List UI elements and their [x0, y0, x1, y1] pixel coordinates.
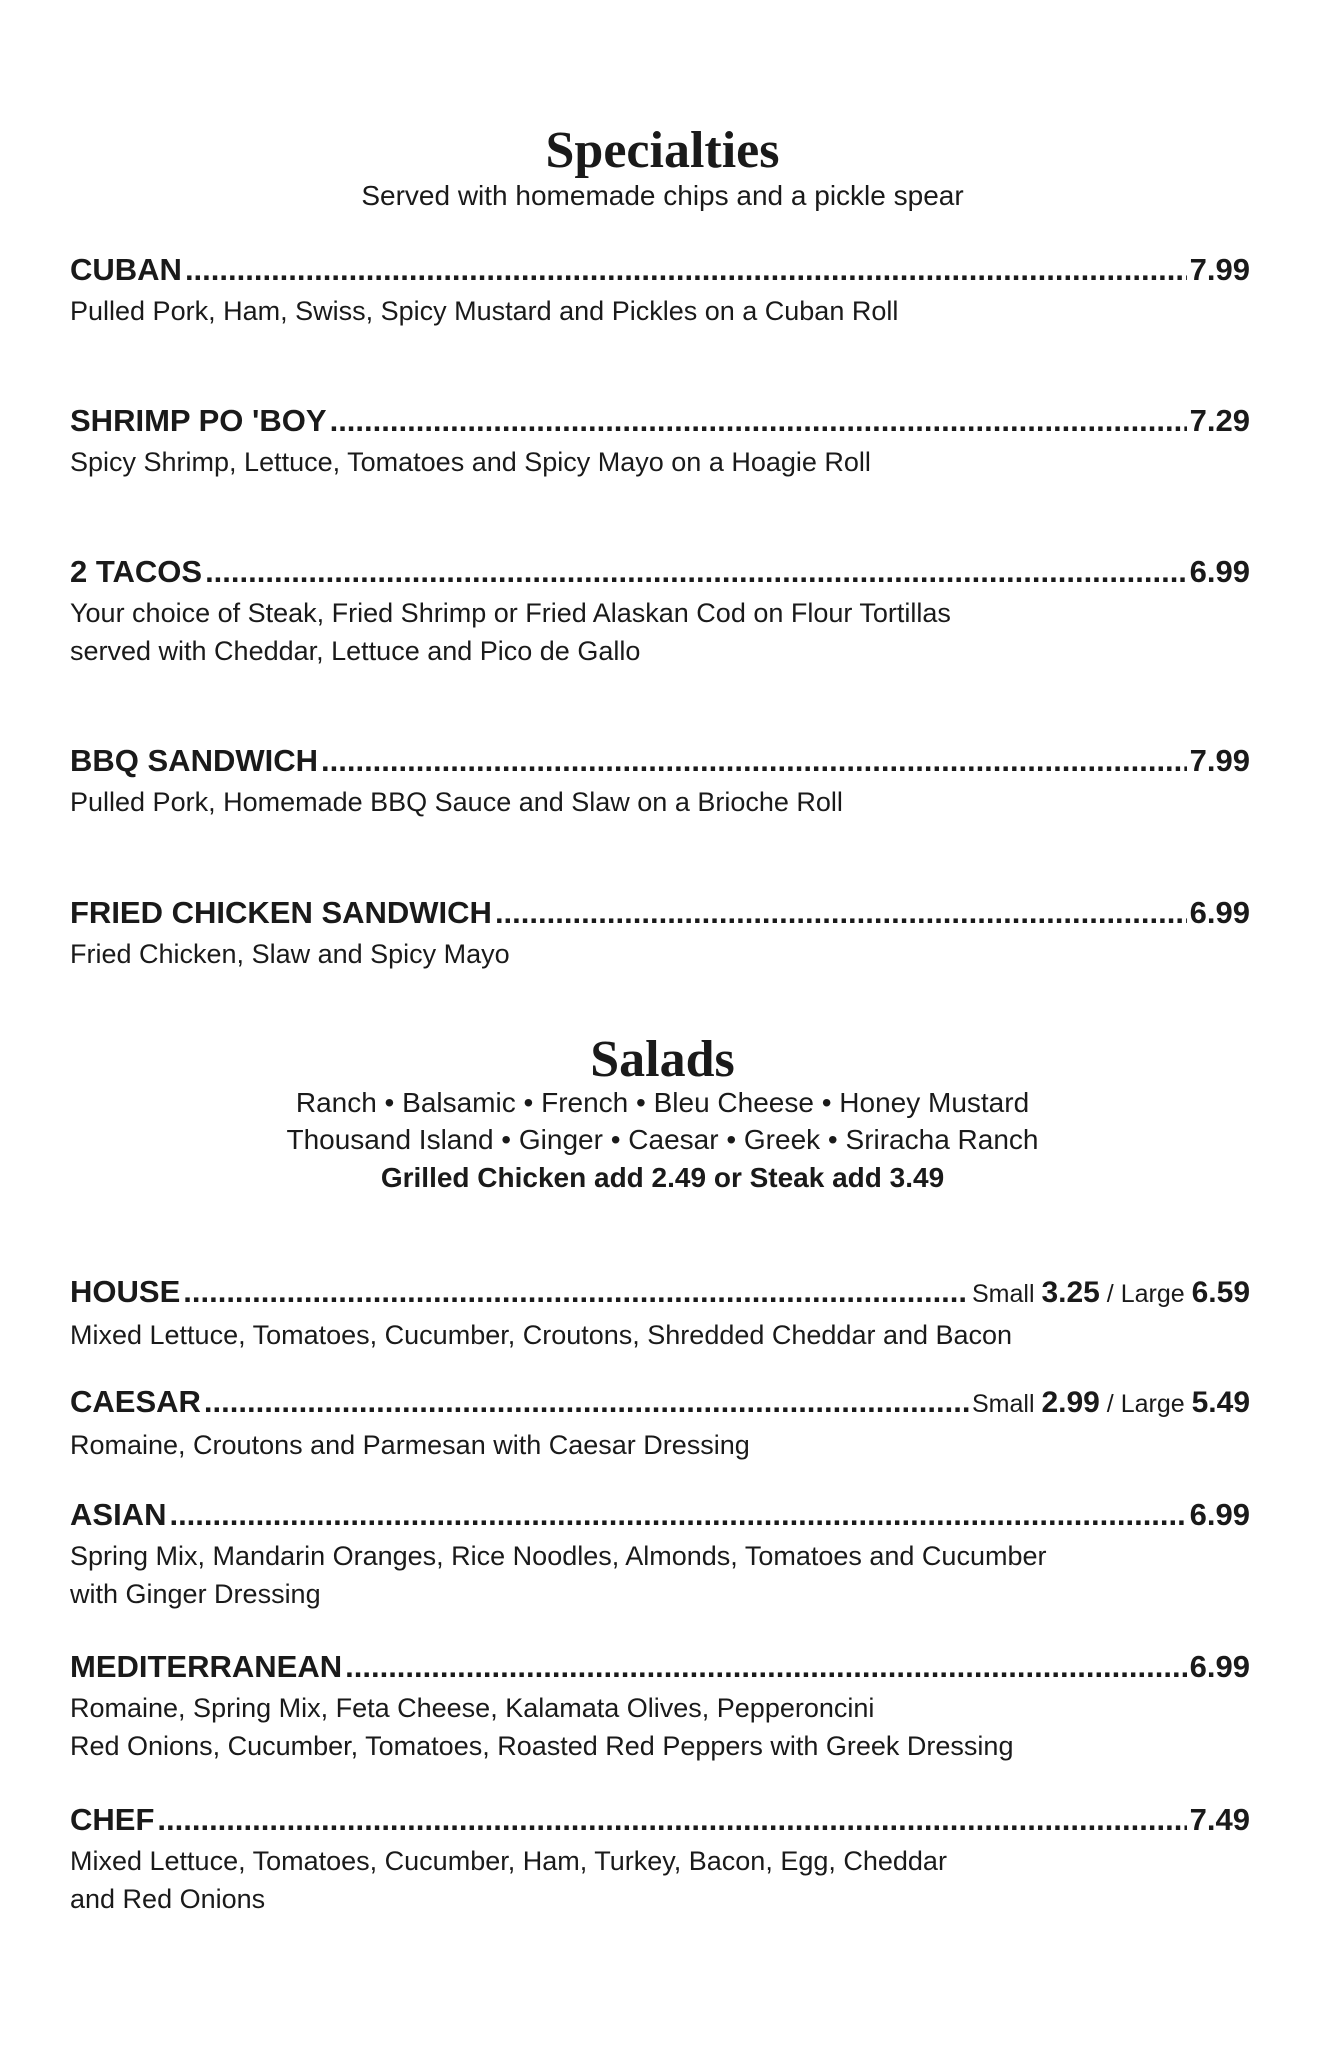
dot-leader: [183, 1272, 969, 1312]
dot-leader: [495, 893, 1187, 933]
menu-item: [70, 741, 1250, 821]
item-price: 7.99: [1189, 252, 1250, 287]
menu-item: [70, 552, 1250, 670]
menu-item: [70, 1272, 1250, 1354]
menu-item: [70, 250, 1250, 330]
large-price: 6.59: [1191, 1276, 1250, 1309]
small-price: 3.25: [1041, 1276, 1100, 1309]
item-price: 7.29: [1189, 403, 1250, 438]
dot-leader: [185, 250, 1187, 290]
menu-item: [70, 1647, 1250, 1765]
size-label: Large: [1120, 1390, 1185, 1418]
menu-item: [70, 401, 1250, 481]
item-name: CHEF: [70, 1802, 155, 1837]
specialties-title: Specialties: [545, 122, 780, 179]
size-label: Small: [971, 1280, 1035, 1308]
item-description: Pulled Pork, Homemade BBQ Sauce and Slaw on a Brioche Roll: [70, 787, 843, 817]
item-name: CAESAR: [70, 1384, 201, 1419]
dot-leader: [169, 1495, 1186, 1535]
item-price: 6.99: [1189, 554, 1250, 589]
dressings-line: Ranch • Balsamic • French • Bleu Cheese • Honey Mustard: [295, 1087, 1030, 1118]
item-description: Your choice of Steak, Fried Shrimp or Fried Alaskan Cod on Flour Tortillas: [70, 598, 951, 628]
item-price: 6.99: [1189, 895, 1250, 930]
salads-title: Salads: [590, 1031, 735, 1088]
item-name: BBQ SANDWICH: [70, 743, 318, 778]
size-label: Small: [971, 1390, 1035, 1418]
size-prices: [972, 1273, 1250, 1314]
menu-item: [70, 1382, 1250, 1464]
specialties-subtitle: Served with homemade chips and a pickle spear: [361, 180, 964, 211]
menu-item: [70, 893, 1250, 973]
dressings-line: Thousand Island • Ginger • Caesar • Greek • Sriracha Ranch: [286, 1124, 1039, 1155]
item-description: served with Cheddar, Lettuce and Pico de Gallo: [70, 636, 641, 666]
item-name: HOUSE: [70, 1274, 181, 1309]
item-name: MEDITERRANEAN: [70, 1649, 343, 1684]
item-name: ASIAN: [70, 1497, 167, 1532]
item-description: Romaine, Spring Mix, Feta Cheese, Kalamata Olives, Pepperoncini: [70, 1693, 875, 1723]
item-name: CUBAN: [70, 252, 182, 287]
item-price: 6.99: [1189, 1497, 1250, 1532]
item-description: with Ginger Dressing: [70, 1579, 321, 1609]
price-separator: /: [1106, 1280, 1114, 1308]
item-name: 2 TACOS: [70, 554, 203, 589]
item-price: 7.49: [1189, 1802, 1250, 1837]
item-price: 7.99: [1189, 743, 1250, 778]
large-price: 5.49: [1191, 1386, 1250, 1419]
item-description: and Red Onions: [70, 1884, 266, 1914]
dot-leader: [330, 401, 1187, 441]
item-description: Spring Mix, Mandarin Oranges, Rice Noodles, Almonds, Tomatoes and Cucumber: [70, 1541, 1047, 1571]
size-label: Large: [1120, 1280, 1185, 1308]
small-price: 2.99: [1041, 1386, 1100, 1419]
item-description: Mixed Lettuce, Tomatoes, Cucumber, Croutons, Shredded Cheddar and Bacon: [70, 1320, 1013, 1350]
dot-leader: [205, 552, 1187, 592]
item-description: Fried Chicken, Slaw and Spicy Mayo: [70, 939, 510, 969]
item-description: Red Onions, Cucumber, Tomatoes, Roasted Red Peppers with Greek Dressing: [70, 1731, 1014, 1761]
item-price: 6.99: [1189, 1649, 1250, 1684]
dot-leader: [157, 1800, 1186, 1840]
price-separator: /: [1106, 1390, 1114, 1418]
item-description: Pulled Pork, Ham, Swiss, Spicy Mustard and Pickles on a Cuban Roll: [70, 296, 899, 326]
menu-item: [70, 1495, 1250, 1613]
menu-item: [70, 1800, 1250, 1918]
dot-leader: [321, 741, 1187, 781]
dot-leader: [204, 1382, 969, 1422]
item-description: Mixed Lettuce, Tomatoes, Cucumber, Ham, Turkey, Bacon, Egg, Cheddar: [70, 1846, 947, 1876]
size-prices: [972, 1383, 1250, 1424]
item-description: Romaine, Croutons and Parmesan with Caesar Dressing: [70, 1430, 750, 1460]
item-name: FRIED CHICKEN SANDWICH: [70, 895, 492, 930]
addon-line: Grilled Chicken add 2.49 or Steak add 3.49: [380, 1162, 945, 1193]
item-description: Spicy Shrimp, Lettuce, Tomatoes and Spicy Mayo on a Hoagie Roll: [70, 447, 871, 477]
item-name: SHRIMP PO 'BOY: [70, 403, 327, 438]
dot-leader: [345, 1647, 1187, 1687]
